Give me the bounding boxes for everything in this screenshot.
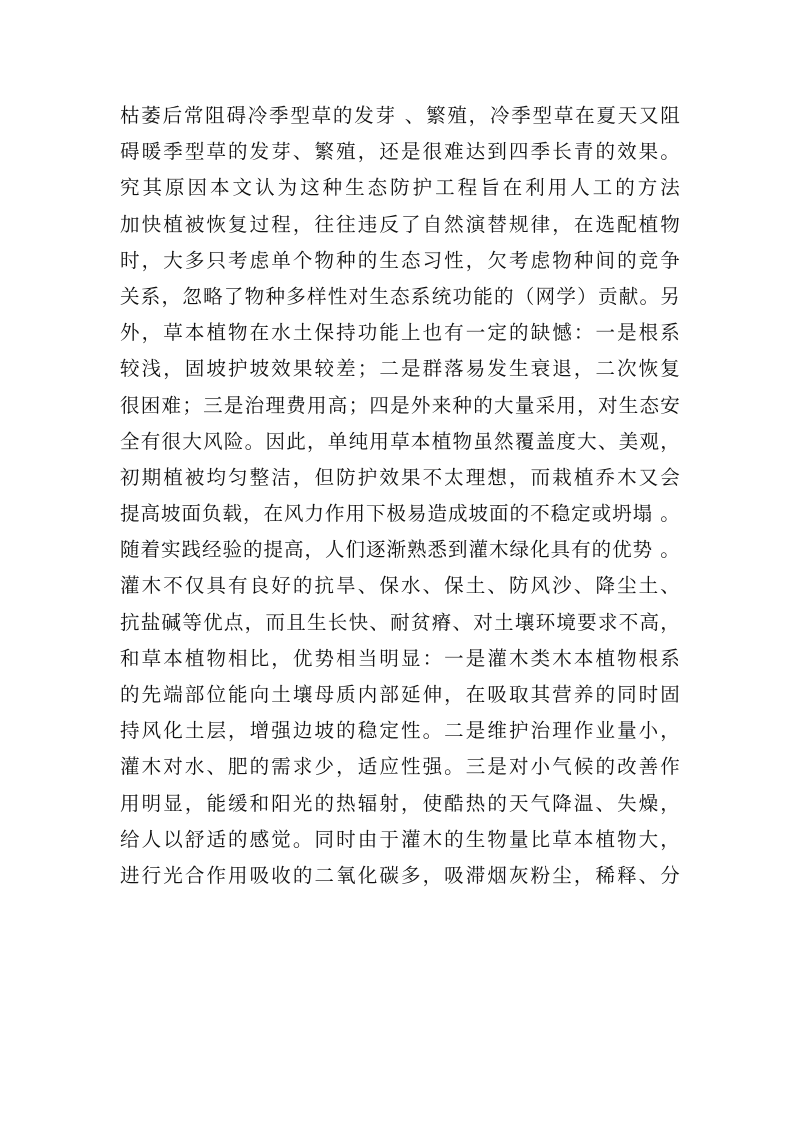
text-line: 持风化土层，增强边坡的稳定性。二是维护治理作业量小， xyxy=(120,719,680,743)
text-line: 抗盐碱等优点，而且生长快、耐贫瘠、对土壤环境要求不高， xyxy=(120,610,680,634)
text-line: 较浅，固坡护坡效果较差；二是群落易发生衰退，二次恢复 xyxy=(120,357,680,381)
text-line: 初期植被均匀整洁，但防护效果不太理想，而栽植乔木又会 xyxy=(120,465,680,489)
text-line: 时，大多只考虑单个物种的生态习性，欠考虑物种间的竞争 xyxy=(120,248,680,272)
text-line: 用明显，能缓和阳光的热辐射，使酷热的天气降温、失燥， xyxy=(120,791,680,815)
text-line: 的先端部位能向土壤母质内部延伸，在吸取其营养的同时固 xyxy=(120,683,680,706)
text-line: 外，草本植物在水土保持功能上也有一定的缺憾：一是根系 xyxy=(120,321,680,345)
text-line: 枯萎后常阻碍冷季型草的发芽 、繁殖，冷季型草在夏天又阻 xyxy=(120,104,680,127)
text-line: 加快植被恢复过程，往往违反了自然演替规律，在选配植物 xyxy=(120,212,680,236)
text-line: 关系，忽略了物种多样性对生态系统功能的（网学）贡献。另 xyxy=(120,284,680,308)
text-line: 究其原因本文认为这种生态防护工程旨在利用人工的方法 xyxy=(120,176,680,200)
text-line: 很困难；三是治理费用高；四是外来种的大量采用，对生态安 xyxy=(120,393,680,417)
text-line: 进行光合作用吸收的二氧化碳多，吸滞烟灰粉尘，稀释、分 xyxy=(120,863,680,887)
body-text xyxy=(120,98,680,894)
text-line: 和草本植物相比，优势相当明显：一是灌木类木本植物根系 xyxy=(120,646,680,670)
text-line: 灌木对水、肥的需求少，适应性强。三是对小气候的改善作 xyxy=(120,755,680,779)
text-line: 灌木不仅具有良好的抗旱、保水、保土、防风沙、降尘土、 xyxy=(120,574,680,598)
text-line: 全有很大风险。因此，单纯用草本植物虽然覆盖度大、美观， xyxy=(120,429,680,453)
text-line: 随着实践经验的提高，人们逐渐熟悉到灌木绿化具有的优势 。 xyxy=(120,538,680,562)
text-line: 碍暖季型草的发芽、繁殖，还是很难达到四季长青的效果。 xyxy=(120,140,680,164)
text-line: 提高坡面负载，在风力作用下极易造成坡面的不稳定或坍塌 。 xyxy=(120,502,680,526)
text-line: 给人以舒适的感觉。同时由于灌木的生物量比草本植物大， xyxy=(120,827,680,851)
